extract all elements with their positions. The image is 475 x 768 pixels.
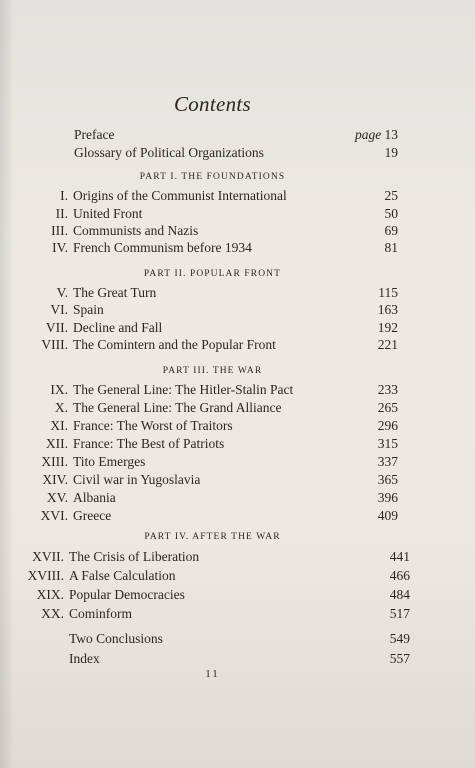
chapter-title: Civil war in Yugoslavia	[73, 472, 201, 487]
chapter-page: 50	[384, 206, 398, 221]
chapter-title: A False Calculation	[69, 568, 176, 583]
chapter-title: The Great Turn	[73, 285, 157, 300]
chapter-number: XV.	[46, 490, 68, 505]
chapter-page: 365	[377, 472, 398, 487]
chapter-page: 265	[377, 400, 398, 415]
chapter-title: Spain	[73, 302, 104, 317]
chapter-page: 163	[377, 302, 398, 317]
chapter-title: Communists and Nazis	[73, 223, 199, 238]
entry-page: 557	[389, 651, 410, 666]
entry-page: 13	[384, 127, 398, 142]
chapter-page: 115	[378, 285, 398, 300]
chapter-title: Origins of the Communist International	[73, 188, 287, 203]
chapter-page: 409	[377, 508, 398, 523]
chapter-page: 221	[377, 337, 398, 352]
chapter-page: 315	[377, 436, 398, 451]
entry-label: Preface	[74, 127, 115, 142]
chapter-number: XI.	[50, 418, 68, 433]
page-prefix: page	[355, 127, 382, 142]
chapter-number: VIII.	[41, 337, 68, 352]
chapter-title: Decline and Fall	[73, 320, 163, 335]
chapter-title: Albania	[73, 490, 116, 505]
chapter-page: 296	[377, 418, 398, 433]
chapter-number: I.	[60, 188, 68, 203]
chapter-title: The General Line: The Hitler-Stalin Pact	[73, 382, 294, 397]
chapter-number: IX.	[50, 382, 68, 397]
chapter-title: The Crisis of Liberation	[69, 549, 200, 564]
page-folio: 11	[205, 668, 220, 680]
chapter-page: 25	[384, 188, 398, 203]
chapter-page: 81	[384, 240, 398, 255]
chapter-number: XIII.	[41, 454, 68, 469]
chapter-title: The General Line: The Grand Alliance	[73, 400, 282, 415]
chapter-title: France: The Worst of Traitors	[73, 418, 233, 433]
chapter-number: VI.	[50, 302, 68, 317]
chapter-title: Popular Democracies	[69, 587, 185, 602]
chapter-page: 337	[377, 454, 398, 469]
entry-page: 19	[384, 145, 398, 160]
chapter-title: French Communism before 1934	[73, 240, 252, 255]
chapter-title: France: The Best of Patriots	[73, 436, 225, 451]
chapter-number: XVII.	[32, 549, 64, 564]
part-heading: PART I. THE FOUNDATIONS	[139, 172, 286, 182]
chapter-number: III.	[51, 223, 68, 238]
chapter-number: II.	[55, 206, 68, 221]
chapter-number: XIX.	[36, 587, 64, 602]
chapter-title: United Front	[73, 206, 143, 221]
page-title: Contents	[173, 92, 252, 116]
chapter-page: 233	[377, 382, 398, 397]
entry-page: 549	[389, 631, 410, 646]
chapter-number: X.	[54, 400, 68, 415]
part-heading: PART IV. AFTER THE WAR	[144, 532, 281, 542]
chapter-number: VII.	[45, 320, 68, 335]
chapter-page: 396	[377, 490, 398, 505]
chapter-page: 69	[384, 223, 398, 238]
chapter-page: 484	[389, 587, 410, 602]
entry-label: Glossary of Political Organizations	[74, 145, 264, 160]
entry-label: Two Conclusions	[69, 631, 163, 646]
part-heading: PART II. POPULAR FRONT	[143, 269, 282, 279]
chapter-title: Greece	[73, 508, 112, 523]
chapter-title: Cominform	[69, 606, 132, 621]
entry-label: Index	[69, 651, 100, 666]
chapter-title: The Comintern and the Popular Front	[73, 337, 276, 352]
chapter-number: IV.	[52, 240, 68, 255]
chapter-number: XVI.	[40, 508, 68, 523]
chapter-page: 517	[389, 606, 410, 621]
chapter-number: XII.	[45, 436, 68, 451]
chapter-page: 192	[377, 320, 398, 335]
chapter-title: Tito Emerges	[73, 454, 146, 469]
chapter-page: 441	[389, 549, 410, 564]
chapter-page: 466	[389, 568, 410, 583]
part-heading: PART III. THE WAR	[162, 366, 263, 376]
chapter-number: XX.	[41, 606, 64, 621]
chapter-number: V.	[56, 285, 68, 300]
chapter-number: XVIII.	[27, 568, 64, 583]
chapter-number: XIV.	[42, 472, 68, 487]
